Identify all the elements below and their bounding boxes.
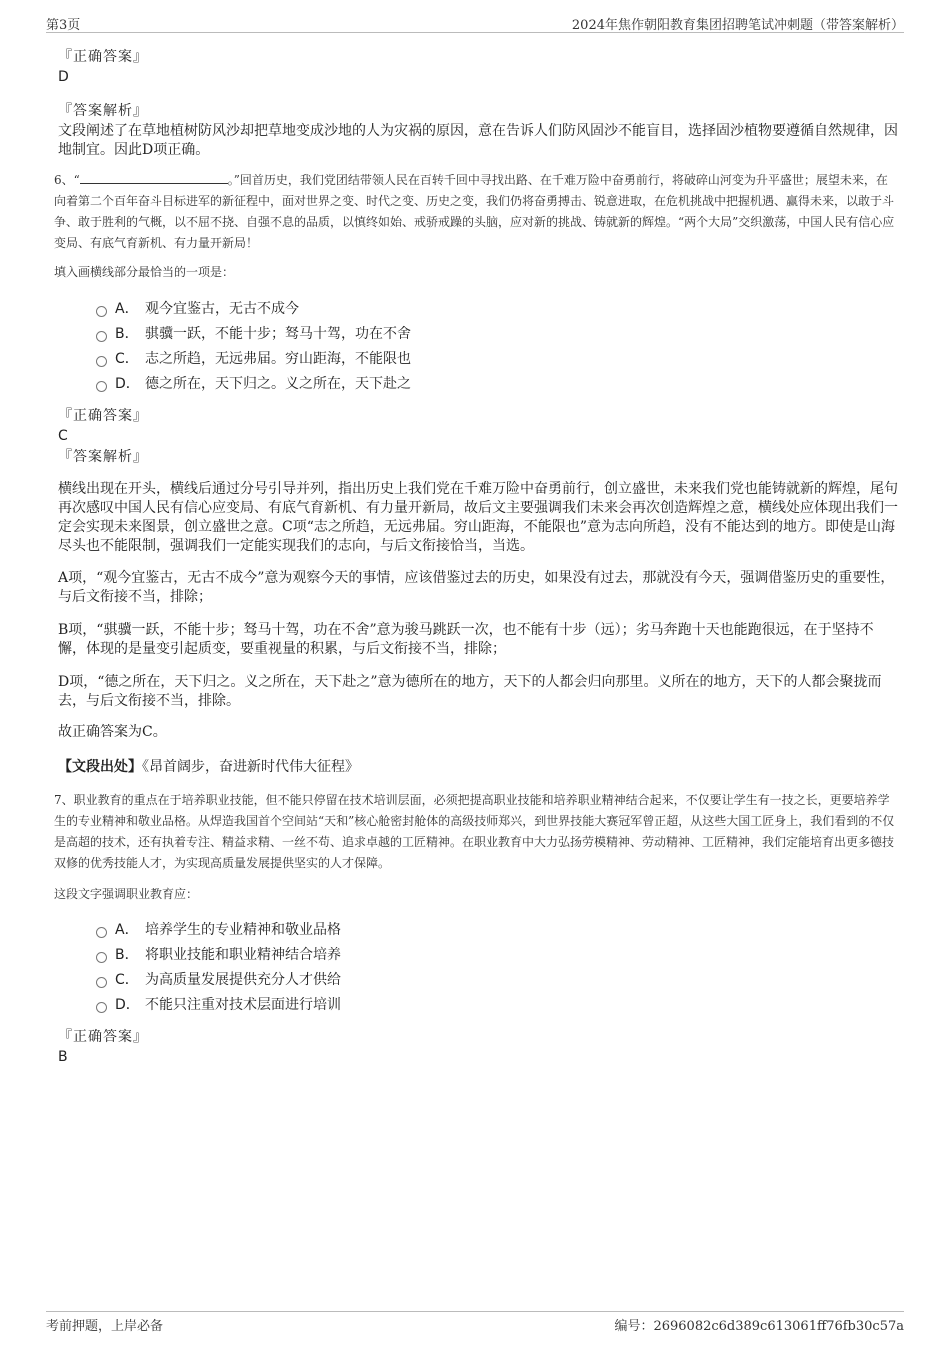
q6-answer: C [58, 428, 68, 444]
q6-analysis-paragraph-3: B项，“骐骥一跃，不能十步；驽马十驾，功在不舍”意为骏马跳跃一次，也不能有十步（远）；劣马奔跑十天也能跑很远，在于坚持不懈，体现的是量变引起质变，要重视量的积累，与后文衔接不当，排除； [58, 622, 874, 657]
q6-stem-text: 。”回首历史，我们党团结带领人民在百转千回中寻找出路、在千难万险中奋勇前行，将破碎山河变为升平盛世；展望未来，在向着第二个百年奋斗目标进军的新征程中，面对世界之变、时代之变、历史之变，我们仍将奋勇搏击、锐意进取，在危机挑战中把握机遇、赢得未来，以敢于斗争、敢于胜利的气概，以不屈不挠、自强不息的品质，以慎终如始、戒骄戒躁的头脑，应对新的挑战、铸就新的辉煌。“两个大局”交织激荡，中国人民有信心应变局、有底气育新机、有力量开新局！ [54, 173, 895, 250]
q7-option-b[interactable]: B． 将职业技能和职业精神结合培养 [96, 943, 341, 968]
q6-analysis-paragraph-4: D项，“德之所在，天下归之。义之所在，天下赴之”意为德所在的地方，天下的人都会归向那里。义所在的地方，天下的人都会聚拢而去，与后文衔接不当，排除。 [58, 674, 882, 709]
q6-analysis-label-block [58, 446, 898, 466]
q6-option-b[interactable]: B． 骐骥一跃，不能十步；驽马十驾，功在不舍 [96, 322, 411, 347]
q7-prompt: 这段文字强调职业教育应： [54, 887, 199, 901]
q6-stem [54, 170, 899, 254]
radio-icon[interactable] [96, 356, 107, 367]
radio-icon[interactable] [96, 1002, 107, 1013]
q7-option-d[interactable]: D． 不能只注重对技术层面进行培训 [96, 993, 341, 1018]
q7-option-c[interactable]: C． 为高质量发展提供充分人才供给 [96, 968, 341, 993]
q6-prefix: 6、“ [54, 173, 80, 187]
page-header [46, 14, 904, 33]
q7-answer-block [58, 1026, 898, 1065]
q6-conclusion: 故正确答案为C。 [58, 724, 167, 740]
q6-option-d[interactable]: D． 德之所在，天下归之。义之所在，天下赴之 [96, 372, 411, 397]
analysis-label: 『答案解析』 [58, 449, 148, 465]
q6-source [58, 758, 898, 777]
q6-options [96, 297, 411, 397]
radio-icon[interactable] [96, 952, 107, 963]
q7-answer: B [58, 1049, 68, 1065]
q7-option-a[interactable]: A． 培养学生的专业精神和敬业品格 [96, 918, 341, 943]
radio-icon[interactable] [96, 306, 107, 317]
q6-answer-block [58, 405, 898, 444]
page-footer [46, 1311, 904, 1336]
answer-label: 『正确答案』 [58, 49, 148, 65]
q5-answer-block [58, 46, 898, 85]
radio-icon[interactable] [96, 381, 107, 392]
radio-icon[interactable] [96, 927, 107, 938]
q7-stem: 7、职业教育的重点在于培养职业技能，但不能只停留在技术培训层面，必须把提高职业技能和培养职业精神结合起来，不仅要让学生有一技之长，更要培养学生的专业精神和敬业品格。从焊造我国首个空间站“天和”核心舱密封舱体的高级技师郑兴，到世界技能大赛冠军曾正超，从这些大国工匠身上，我们看到的不仅是高超的技术，还有执着专注、精益求精、一丝不苟、追求卓越的工匠精神。在职业教育中大力弘扬劳模精神、劳动精神、工匠精神，我们定能培育出更多德技双修的优秀技能人才，为实现高质量发展提供坚实的人才保障。 [54, 793, 895, 870]
answer-label: 『正确答案』 [58, 1029, 148, 1045]
analysis-label: 『答案解析』 [58, 103, 148, 119]
q7-options [96, 918, 341, 1018]
document-id: 编号：2696082c6d389c613061ff76fb30c57a [614, 1319, 904, 1334]
q6-option-c[interactable]: C． 志之所趋，无远弗届。穷山距海，不能限也 [96, 347, 411, 372]
q6-analysis-paragraph-1: 横线出现在开头，横线后通过分号引导并列，指出历史上我们党在千难万险中奋勇前行，创立盛世，未来我们党也能铸就新的辉煌，尾句再次感叹中国人民有信心应变局、有底气育新机、有力量开新局，故后文主要强调我们未来会再次创造辉煌之意，横线处应体现出我们一定会实现未来图景，创立盛世之意。C项“志之所趋，无远弗届。穷山距海，不能限也”意为志向所趋，没有不能达到的地方。即使是山海尽头也不能限制，强调我们一定能实现我们的志向，与后文衔接恰当，当选。 [58, 481, 898, 554]
answer-label: 『正确答案』 [58, 408, 148, 424]
q6-blank [80, 171, 228, 184]
q6-option-a[interactable]: A． 观今宜鉴古，无古不成今 [96, 297, 411, 322]
radio-icon[interactable] [96, 977, 107, 988]
radio-icon[interactable] [96, 331, 107, 342]
q6-analysis-paragraph-2: A项，“观今宜鉴古，无古不成今”意为观察今天的事情，应该借鉴过去的历史，如果没有过去，那就没有今天，强调借鉴历史的重要性，与后文衔接不当，排除； [58, 570, 895, 605]
q5-analysis-text: 文段阐述了在草地植树防风沙却把草地变成沙地的人为灾祸的原因，意在告诉人们防风固沙不能盲目，选择固沙植物要遵循自然规律，因地制宜。因此D项正确。 [58, 123, 898, 158]
footer-slogan: 考前押题，上岸必备 [46, 1319, 164, 1334]
source-label: 【文段出处】 [58, 759, 142, 775]
q5-answer: D [58, 69, 69, 85]
document-title: 2024年焦作朝阳教育集团招聘笔试冲刺题（带答案解析） [571, 18, 904, 33]
q5-analysis-block [58, 100, 898, 160]
q6-prompt: 填入画横线部分最恰当的一项是： [54, 265, 235, 279]
source-title: 《昂首阔步，奋进新时代伟大征程》 [142, 759, 359, 775]
page-number: 第3页 [46, 18, 81, 33]
